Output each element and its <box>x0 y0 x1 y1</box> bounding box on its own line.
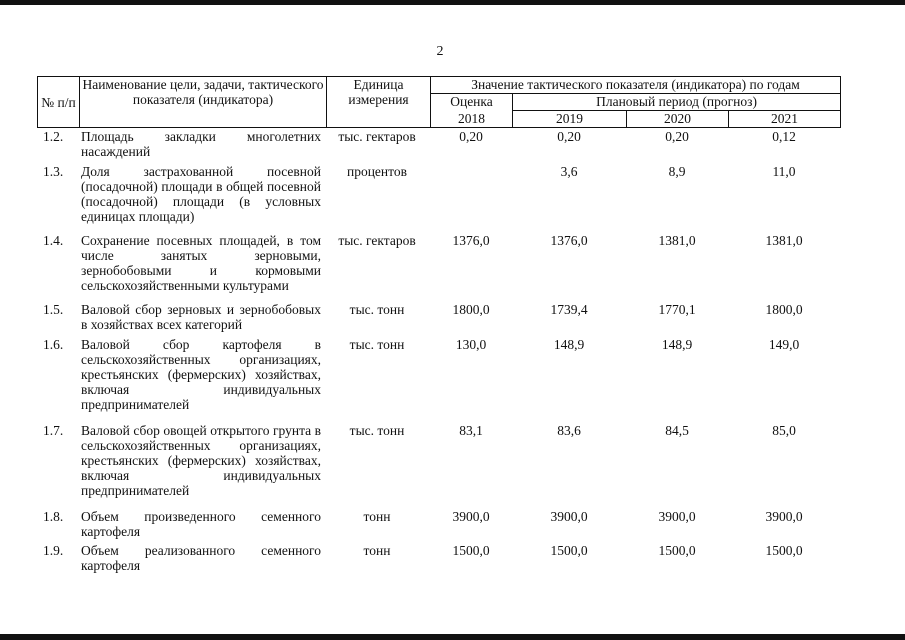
value-2020: 1770,1 <box>658 302 696 317</box>
row-number: 1.6. <box>43 337 64 352</box>
value-2019: 3900,0 <box>550 509 588 524</box>
value-2020: 1500,0 <box>658 543 696 558</box>
value-2018: 1376,0 <box>452 233 490 248</box>
value-2020: 84,5 <box>665 423 689 438</box>
header-year-2020: 2020 <box>627 111 729 128</box>
table-header <box>37 76 841 128</box>
row-number: 1.7. <box>43 423 64 438</box>
header-year-2018: 2018 <box>431 111 513 128</box>
value-2018: 130,0 <box>455 337 487 352</box>
row-unit: тыс. тонн <box>349 423 405 438</box>
row-name: Валовой сбор зерновых и зернобобовых в хозяйствах всех категорий <box>81 302 321 332</box>
value-2019: 148,9 <box>553 337 585 352</box>
value-2018: 83,1 <box>459 423 483 438</box>
value-2021: 1381,0 <box>765 233 803 248</box>
value-2020: 8,9 <box>668 164 686 179</box>
row-number: 1.8. <box>43 509 64 524</box>
value-2018: 3900,0 <box>452 509 490 524</box>
row-name: Объем произведенного семенного картофеля <box>81 509 321 539</box>
value-2019: 1376,0 <box>550 233 588 248</box>
value-2021: 3900,0 <box>765 509 803 524</box>
value-2021: 11,0 <box>772 164 796 179</box>
row-unit: тонн <box>363 509 391 524</box>
row-unit: тонн <box>363 543 391 558</box>
value-2019: 0,20 <box>557 129 581 144</box>
value-2019: 83,6 <box>557 423 581 438</box>
value-2020: 0,20 <box>665 129 689 144</box>
top-scan-border <box>0 0 905 5</box>
row-number: 1.9. <box>43 543 64 558</box>
row-number: 1.3. <box>43 164 64 179</box>
value-2021: 1800,0 <box>765 302 803 317</box>
row-number: 1.2. <box>43 129 64 144</box>
row-number: 1.5. <box>43 302 64 317</box>
value-2019: 1500,0 <box>550 543 588 558</box>
page-number: 2 <box>436 44 444 59</box>
value-2020: 148,9 <box>661 337 693 352</box>
row-name: Валовой сбор картофеля в сельскохозяйственных организациях, крестьянских (фермерских) хозяйствах, включая индивидуальных предпринимателей <box>81 337 321 412</box>
value-2020: 1381,0 <box>658 233 696 248</box>
value-2019: 1739,4 <box>550 302 588 317</box>
bottom-scan-border <box>0 634 905 640</box>
value-2020: 3900,0 <box>658 509 696 524</box>
header-year-2019: 2019 <box>513 111 627 128</box>
header-estimate: Оценка <box>431 94 513 111</box>
row-unit: процентов <box>346 164 407 179</box>
row-name: Площадь закладки многолетних насаждений <box>81 129 321 159</box>
value-2018: 0,20 <box>459 129 483 144</box>
header-values: Значение тактического показателя (индикатора) по годам <box>431 77 841 94</box>
header-num: № п/п <box>38 77 80 128</box>
value-2021: 149,0 <box>768 337 800 352</box>
header-name: Наименование цели, задачи, тактического показателя (индикатора) <box>80 77 327 128</box>
value-2021: 1500,0 <box>765 543 803 558</box>
value-2019: 3,6 <box>560 164 578 179</box>
row-name: Валовой сбор овощей открытого грунта в сельскохозяйственных организациях, крестьянских (фермерских) хозяйствах, включая индивидуальных предпринимателей <box>81 423 321 498</box>
value-2018: 1800,0 <box>452 302 490 317</box>
row-unit: тыс. тонн <box>349 337 405 352</box>
row-unit: тыс. тонн <box>349 302 405 317</box>
row-unit: тыс. гектаров <box>338 233 416 248</box>
row-unit: тыс. гектаров <box>338 129 416 144</box>
row-name: Доля застрахованной посевной (посадочной) площади в общей посевной (посадочной) площади (в условных единицах площади) <box>81 164 321 224</box>
header-unit: Единица измерения <box>327 77 431 128</box>
row-number: 1.4. <box>43 233 64 248</box>
value-2021: 85,0 <box>772 423 796 438</box>
row-name: Сохранение посевных площадей, в том числе занятых зерновыми, зернобобовыми и кормовыми сельскохозяйственными культурами <box>81 233 321 293</box>
header-plan: Плановый период (прогноз) <box>513 94 841 111</box>
value-2021: 0,12 <box>772 129 796 144</box>
value-2018: 1500,0 <box>452 543 490 558</box>
row-name: Объем реализованного семенного картофеля <box>81 543 321 573</box>
header-year-2021: 2021 <box>729 111 841 128</box>
